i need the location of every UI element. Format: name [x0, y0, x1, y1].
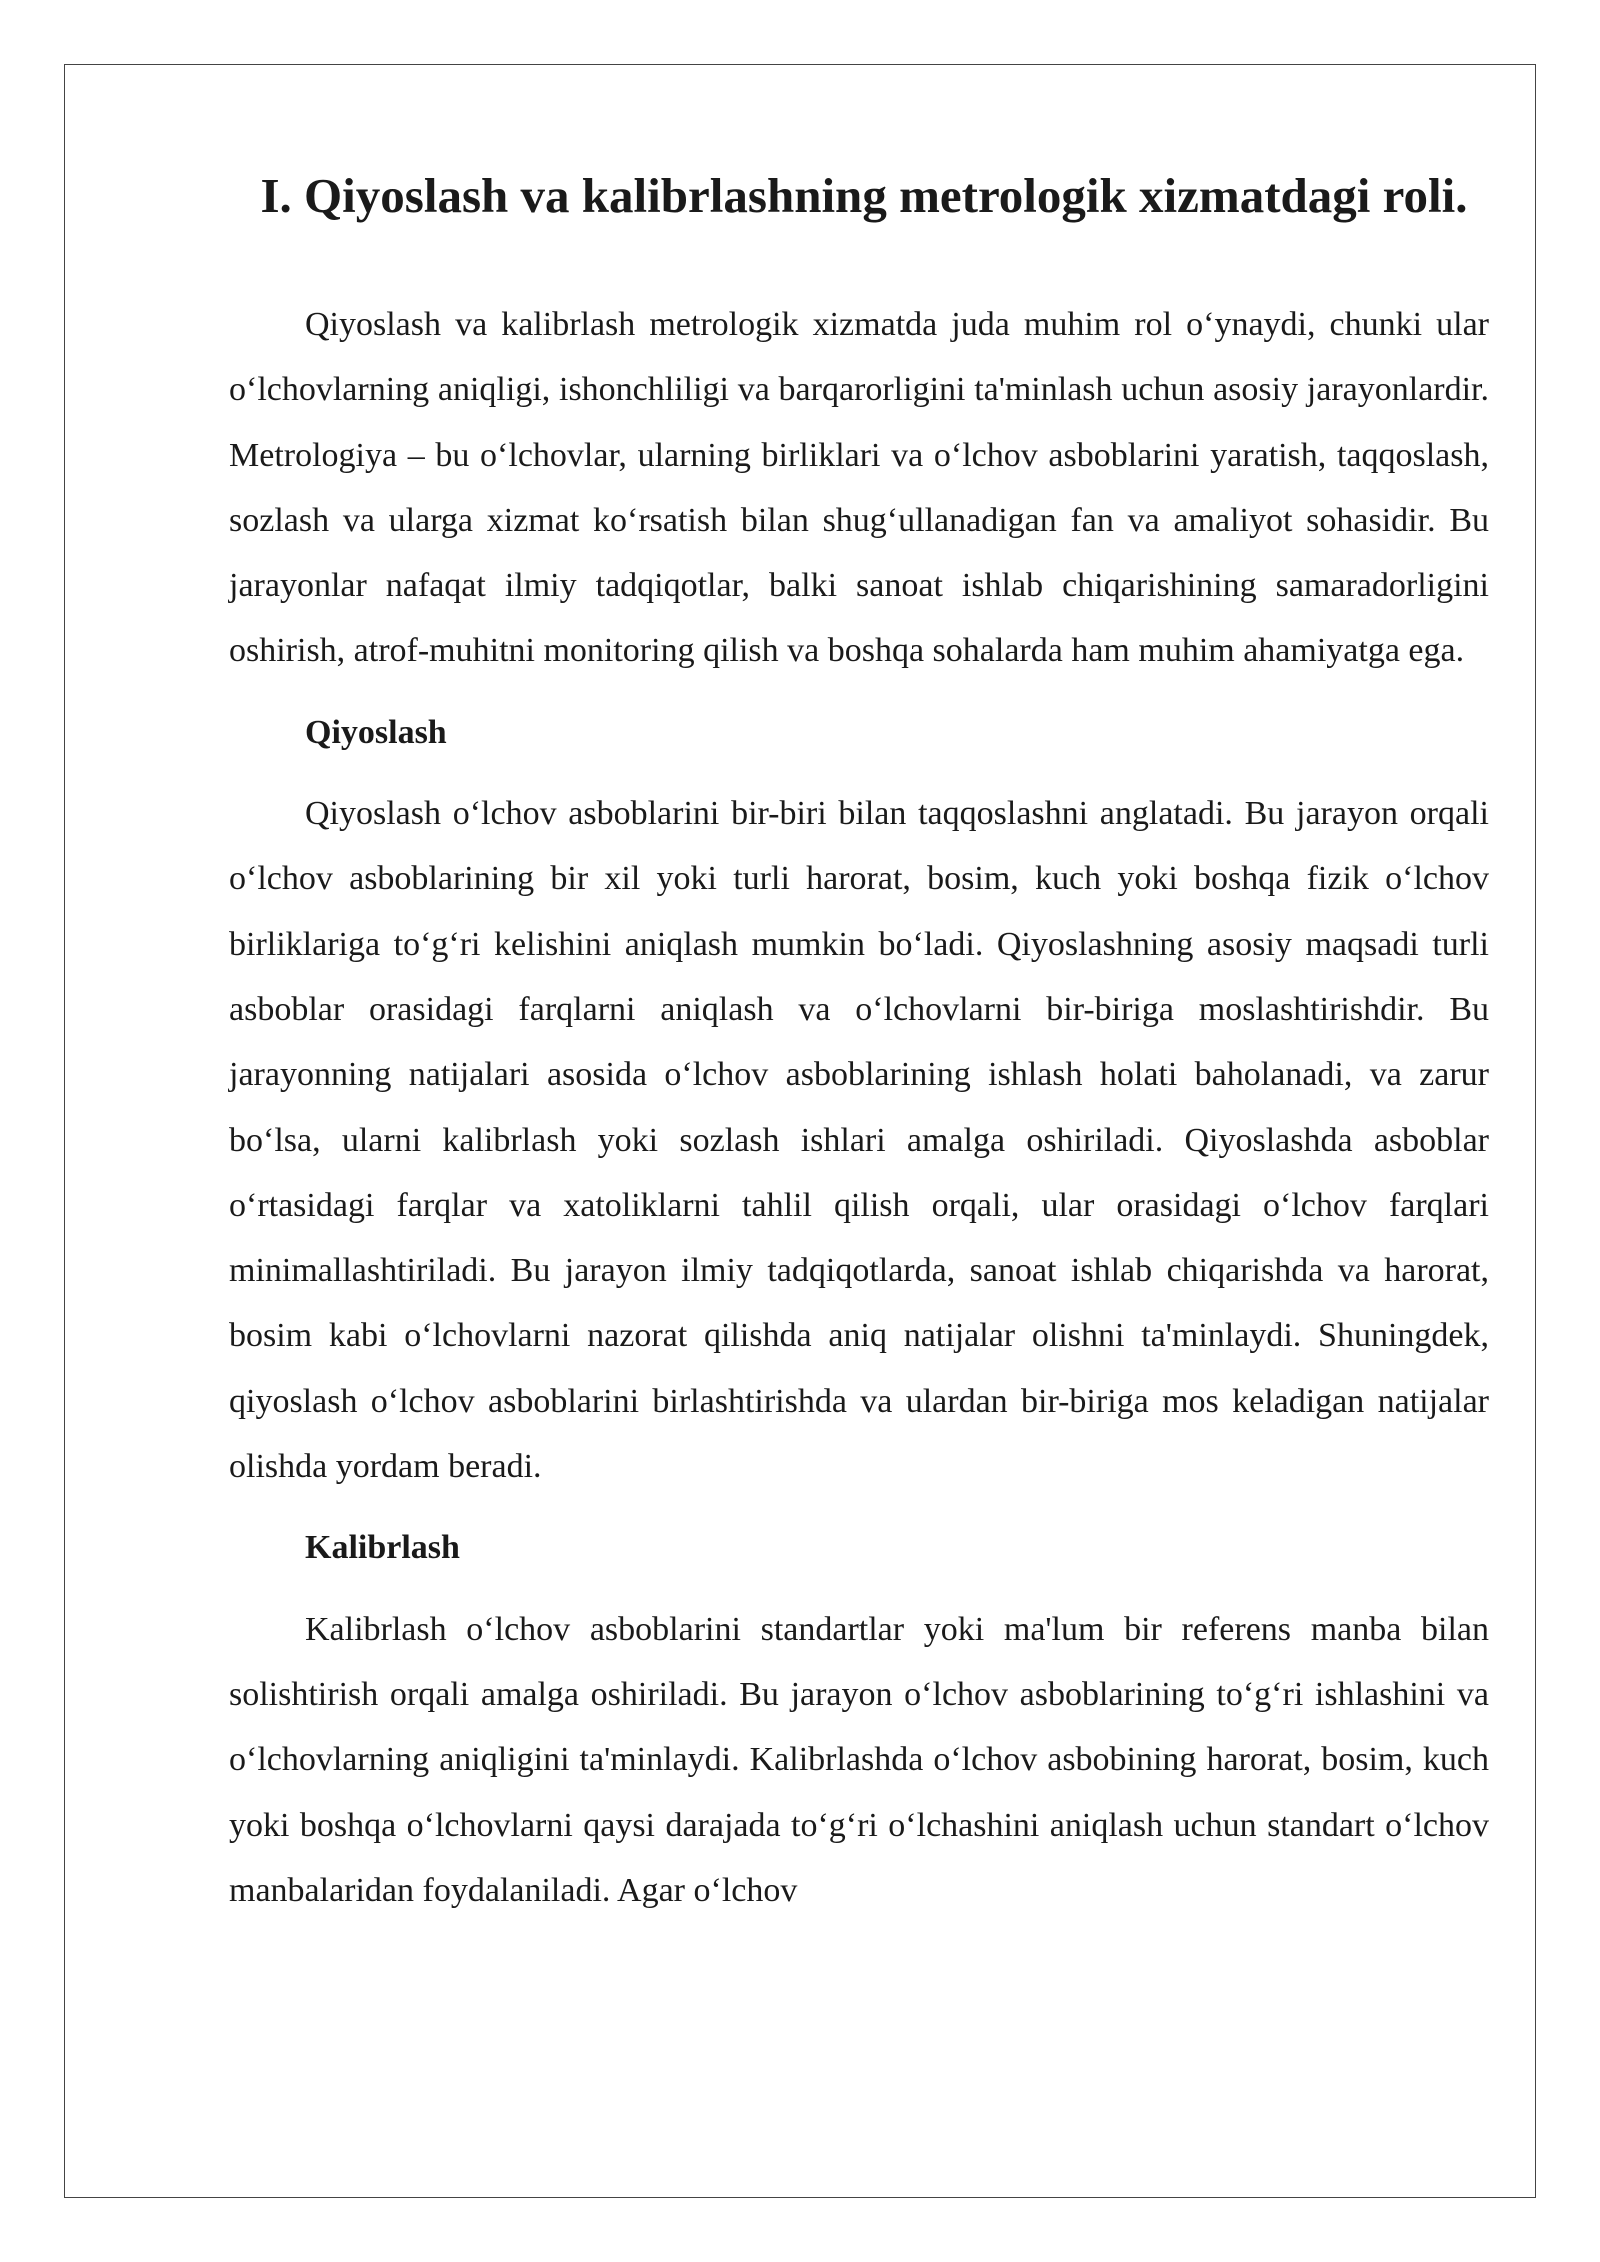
document-title: I. Qiyoslash va kalibrlashning metrologik xizmatdagi roli. [260, 168, 1468, 223]
section-paragraph-kalibrlash: Kalibrlash o‘lchov asboblarini standartlar yoki ma'lum bir referens manba bilan solishtirish orqali amalga oshiriladi. Bu jarayon o‘lchov asboblarining to‘g‘ri ishlashini va o‘lchovlarning aniqligini ta'minlaydi. Kalibrlashda o‘lchov asbobining harorat, bosim, kuch yoki boshqa o‘lchovlarni qaysi darajada to‘g‘ri o‘lchashini aniqlash uchun standart o‘lchov manbalaridan foydalaniladi. Agar o‘lchov [229, 1610, 1489, 1909]
section-heading-kalibrlash: Kalibrlash [305, 1529, 460, 1567]
document-body [229, 148, 1489, 1923]
section-paragraph-qiyoslash: Qiyoslash o‘lchov asboblarini bir-biri bilan taqqoslashni anglatadi. Bu jarayon orqali o‘lchov asboblarining bir xil yoki turli harorat, bosim, kuch yoki boshqa fizik o‘lchov birliklariga to‘g‘ri kelishini aniqlash mumkin bo‘ladi. Qiyoslashning asosiy maqsadi turli asboblar orasidagi farqlarni aniqlash va o‘lchovlarni bir-biriga moslashtirishdir. Bu jarayonning natijalari asosida o‘lchov asboblarining ishlash holati baholanadi, va zarur bo‘lsa, ularni kalibrlash yoki sozlash ishlari amalga oshiriladi. Qiyoslashda asboblar o‘rtasidagi farqlar va xatoliklarni tahlil qilish orqali, ular orasidagi o‘lchov farqlari minimallashtiriladi. Bu jarayon ilmiy tadqiqotlarda, sanoat ishlab chiqarishda va harorat, bosim kabi o‘lchovlarni nazorat qilishda aniq natijalar olishni ta'minlaydi. Shuningdek, qiyoslash o‘lchov asboblarini birlashtirishda va ulardan bir-biriga mos keladigan natijalar olishda yordam beradi. [229, 795, 1489, 1486]
intro-paragraph: Qiyoslash va kalibrlash metrologik xizmatda juda muhim rol o‘ynaydi, chunki ular o‘lchovlarning aniqligi, ishonchliligi va barqarorligini ta'minlash uchun asosiy jarayonlardir. Metrologiya – bu o‘lchovlar, ularning birliklari va o‘lchov asboblarini yaratish, taqqoslash, sozlash va ularga xizmat ko‘rsatish bilan shug‘ullanadigan fan va amaliyot sohasidir. Bu jarayonlar nafaqat ilmiy tadqiqotlar, balki sanoat ishlab chiqarishining samaradorligini oshirish, atrof-muhitni monitoring qilish va boshqa sohalarda ham muhim ahamiyatga ega. [229, 306, 1489, 670]
section-heading-qiyoslash: Qiyoslash [305, 713, 447, 751]
